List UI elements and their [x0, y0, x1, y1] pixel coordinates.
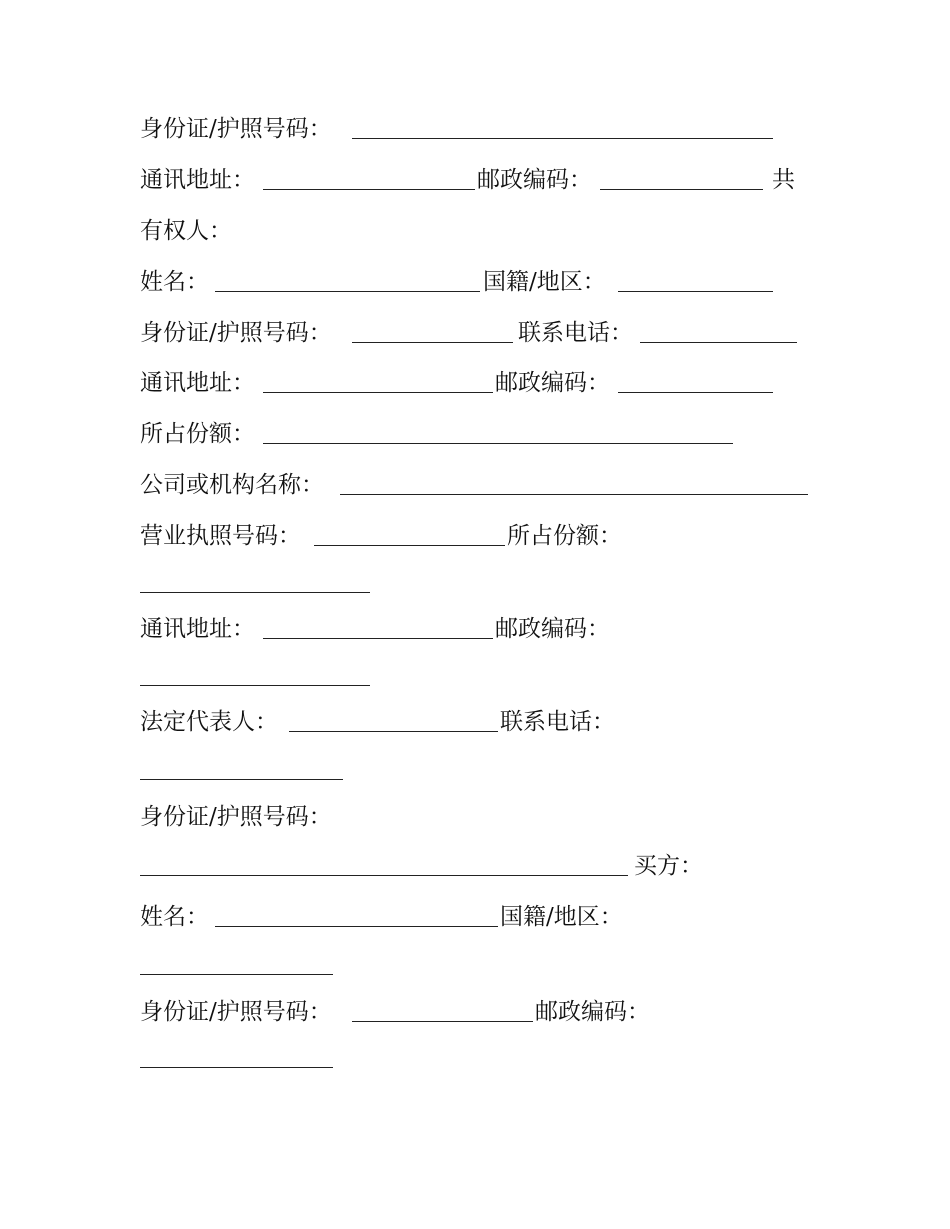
line-nationality-blank — [0, 950, 950, 980]
label-share: 所占份额： — [140, 421, 255, 447]
heading-buyer: 买方： — [634, 853, 703, 879]
label-license: 营业执照号码： — [140, 523, 301, 549]
heading-co-owner: 有权人： — [140, 218, 232, 244]
line-phone-blank — [0, 755, 950, 785]
line-company — [0, 470, 950, 500]
blank-license[interactable] — [314, 545, 505, 546]
blank-postal[interactable] — [618, 392, 773, 393]
blank-nationality[interactable] — [618, 291, 773, 292]
line-address — [0, 165, 950, 195]
blank-postal[interactable] — [140, 685, 370, 686]
label-address: 通讯地址： — [140, 616, 255, 642]
blank-share[interactable] — [140, 592, 370, 593]
line-id-passport — [0, 114, 950, 144]
line-license — [0, 521, 950, 551]
blank-id-passport[interactable] — [140, 875, 628, 876]
line-co-owner — [0, 216, 950, 246]
blank-address[interactable] — [263, 392, 493, 393]
label-id-passport: 身份证/护照号码： — [140, 320, 332, 346]
blank-postal[interactable] — [600, 189, 763, 190]
label-postal: 邮政编码： — [495, 370, 610, 396]
blank-address[interactable] — [263, 638, 493, 639]
label-gong: 共 — [772, 167, 795, 193]
blank-name[interactable] — [215, 926, 498, 927]
line-share — [0, 419, 950, 449]
line-legal-rep — [0, 707, 950, 737]
line-postal-blank — [0, 1043, 950, 1073]
label-address: 通讯地址： — [140, 370, 255, 396]
blank-legal-rep[interactable] — [289, 731, 498, 732]
blank-nationality[interactable] — [140, 974, 333, 975]
blank-phone[interactable] — [640, 342, 797, 343]
label-postal: 邮政编码： — [477, 167, 592, 193]
line-id-buyer — [0, 851, 950, 881]
line-name — [0, 902, 950, 932]
blank-company[interactable] — [340, 494, 808, 495]
blank-address[interactable] — [263, 189, 475, 190]
label-id-passport: 身份证/护照号码： — [140, 804, 332, 830]
label-nationality: 国籍/地区： — [483, 269, 606, 295]
line-address — [0, 614, 950, 644]
line-id-postal — [0, 997, 950, 1027]
label-nationality: 国籍/地区： — [500, 904, 623, 930]
label-share: 所占份额： — [507, 523, 622, 549]
label-address: 通讯地址： — [140, 167, 255, 193]
label-id-passport: 身份证/护照号码： — [140, 999, 332, 1025]
line-name — [0, 267, 950, 297]
label-name: 姓名： — [140, 904, 209, 930]
label-name: 姓名： — [140, 269, 209, 295]
blank-id-passport[interactable] — [352, 1021, 533, 1022]
line-postal-blank — [0, 661, 950, 691]
blank-share[interactable] — [263, 443, 733, 444]
line-id-passport — [0, 802, 950, 832]
blank-name[interactable] — [215, 291, 480, 292]
label-postal: 邮政编码： — [535, 999, 650, 1025]
label-phone: 联系电话： — [500, 709, 615, 735]
blank-phone[interactable] — [140, 779, 343, 780]
blank-id-passport[interactable] — [352, 342, 513, 343]
blank-postal[interactable] — [140, 1067, 333, 1068]
line-id-phone — [0, 318, 950, 348]
line-share-blank — [0, 568, 950, 598]
label-id-passport: 身份证/护照号码： — [140, 116, 332, 142]
label-company: 公司或机构名称： — [140, 472, 324, 498]
blank-id-passport[interactable] — [352, 138, 773, 139]
label-postal: 邮政编码： — [495, 616, 610, 642]
label-legal-rep: 法定代表人： — [140, 709, 278, 735]
line-address — [0, 368, 950, 398]
label-phone: 联系电话： — [518, 320, 633, 346]
